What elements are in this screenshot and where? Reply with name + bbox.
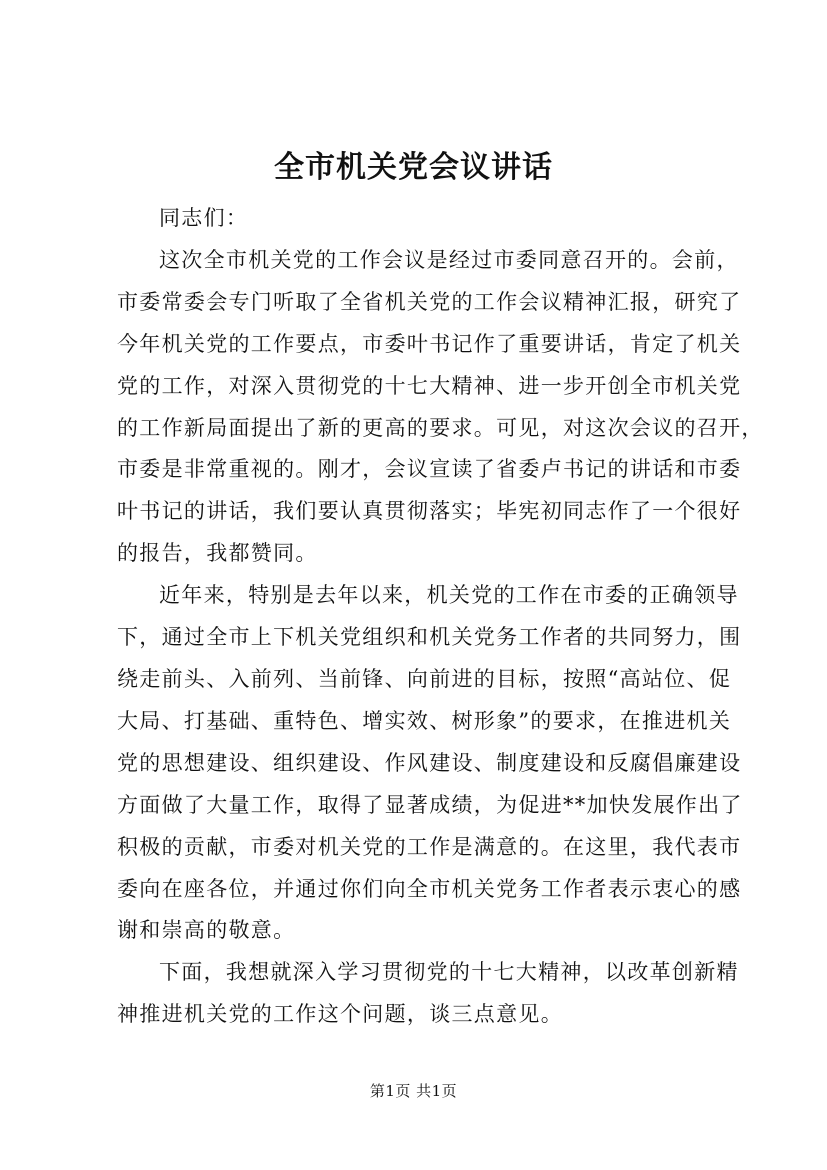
paragraph-line: 下面，我想就深入学习贯彻党的十七大精神，以改革创新精 (159, 960, 739, 985)
paragraph-line: 的工作新局面提出了新的更高的要求。可见，对这次会议的召开， (117, 415, 764, 440)
salutation (117, 198, 723, 240)
document-title: 全市机关党会议讲话 (274, 150, 553, 185)
paragraph-line: 下，通过全市上下机关党组织和机关党务工作者的共同努力，围 (117, 625, 742, 650)
paragraph-3 (117, 952, 739, 1036)
paragraph-line: 神推进机关党的工作这个问题，谈三点意见。 (117, 1002, 563, 1027)
paragraph-line: 方面做了大量工作，取得了显著成绩，为促进**加快发展作出了 (117, 792, 743, 817)
paragraph-line: 积极的贡献，市委对机关党的工作是满意的。在这里，我代表市 (117, 834, 742, 859)
salutation-line: 同志们： (159, 206, 249, 230)
paragraph-2 (117, 575, 743, 952)
paragraph-line: 市委是非常重视的。刚才，会议宣读了省委卢书记的讲话和市委 (117, 457, 742, 482)
paragraph-line: 大局、打基础、重特色、增实效、树形象”的要求，在推进机关 (117, 708, 732, 733)
paragraph-line: 市委常委会专门听取了全省机关党的工作会议精神汇报，研究了 (117, 289, 742, 314)
paragraph-line: 叶书记的讲话，我们要认真贯彻落实；毕宪初同志作了一个很好 (117, 499, 742, 524)
paragraph-line: 谢和崇高的敬意。 (117, 918, 296, 943)
paragraph-line: 这次全市机关党的工作会议是经过市委同意召开的。会前， (159, 247, 739, 272)
paragraph-line: 党的工作，对深入贯彻党的十七大精神、进一步开创全市机关党 (117, 373, 742, 398)
paragraph-line: 今年机关党的工作要点，市委叶书记作了重要讲话，肯定了机关 (117, 331, 742, 356)
paragraph-line: 的报告，我都赞同。 (117, 541, 318, 566)
paragraph-line: 近年来，特别是去年以来，机关党的工作在市委的正确领导 (159, 583, 739, 608)
paragraph-line: 委向在座各位，并通过你们向全市机关党务工作者表示衷心的感 (117, 876, 742, 901)
paragraph-line: 绕走前头、入前列、当前锋、向前进的目标，按照“高站位、促 (117, 666, 732, 691)
page-number-footer: 第1页 共1页 (369, 1082, 458, 1100)
document-body (117, 198, 764, 1036)
paragraph-1 (117, 240, 764, 575)
paragraph-line: 党的思想建设、组织建设、作风建设、制度建设和反腐倡廉建设 (117, 750, 742, 775)
